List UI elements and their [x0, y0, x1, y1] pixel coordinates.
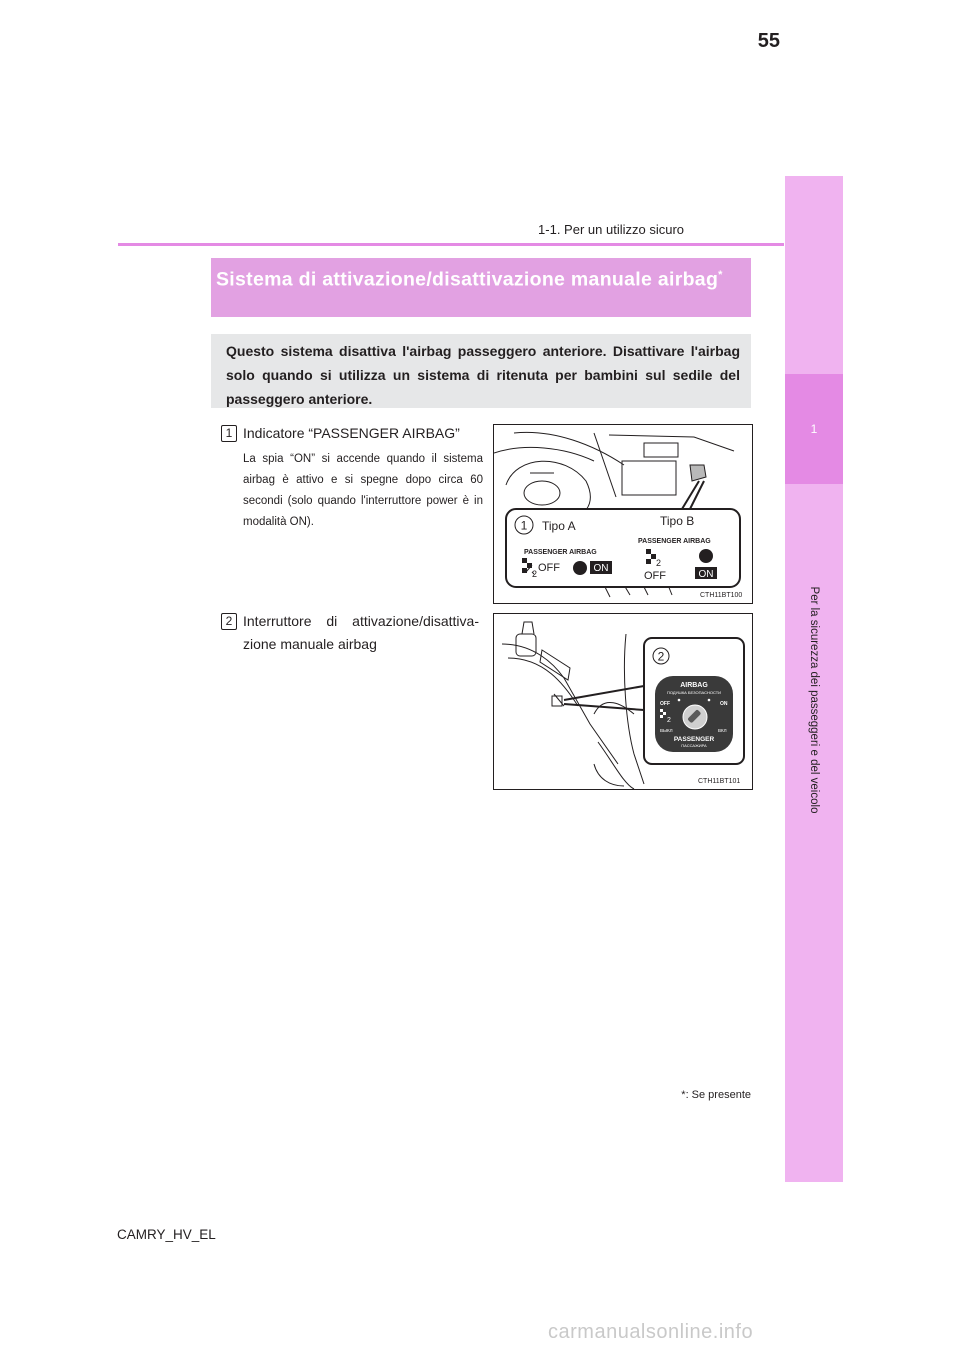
- switch-off-ru-label: ВЫКЛ: [660, 728, 673, 733]
- figure2-callout-number: 2: [657, 649, 665, 664]
- footer-model-code: CAMRY_HV_EL: [117, 1227, 216, 1242]
- switch-bottom-sublabel: ПАССАЖИРА: [681, 743, 707, 748]
- chapter-title-area: [785, 480, 843, 920]
- switch-icon-digit: 2: [667, 717, 671, 724]
- switch-top-label: AIRBAG: [680, 682, 708, 689]
- footnote: [600, 1089, 751, 1101]
- type-a-icon-digit: 2: [532, 569, 538, 579]
- item-number-badge: 2: [221, 613, 237, 630]
- intro-text: Questo sistema disattiva l'airbag passeggero anteriore. Disattivare l'airbag solo quando si utilizza un sistema di ritenuta per bambini sul sedile del passeggero anteriore.: [226, 343, 740, 407]
- type-a-indicator-label: PASSENGER AIRBAG: [524, 549, 597, 556]
- figure-passenger-airbag-indicator: [493, 424, 753, 604]
- section-title: 1-1. Per un utilizzo sicuro: [538, 222, 684, 237]
- chapter-title: Per la sicurezza dei passeggeri e del veicolo: [808, 586, 820, 814]
- type-b-off-label: OFF: [644, 570, 666, 582]
- type-b-on-label: ON: [698, 569, 714, 580]
- figure2-code: CTH11BT101: [698, 778, 741, 785]
- watermark: carmanualsonline.info: [548, 1321, 754, 1343]
- page-number: 55: [757, 30, 780, 52]
- type-b-icon-digit: 2: [656, 558, 662, 568]
- item-title: Interruttore di attivazione/disattiva- zione manuale airbag: [243, 613, 479, 652]
- header-rule: [118, 243, 784, 246]
- switch-on-label: ON: [720, 701, 728, 707]
- figure-airbag-manual-switch: [493, 613, 753, 790]
- switch-on-ru-label: ВКЛ: [718, 728, 727, 733]
- chapter-number-tab: [785, 374, 843, 484]
- title-footnote-mark: *: [718, 269, 723, 281]
- item-number-badge: 1: [221, 425, 237, 442]
- item-title: Indicatore “PASSENGER AIRBAG”: [243, 425, 460, 441]
- footnote-text: : Se presente: [685, 1089, 751, 1101]
- type-b-label: Tipo B: [660, 514, 695, 528]
- type-a-on-label: ON: [593, 563, 609, 574]
- switch-off-label: OFF: [660, 701, 670, 707]
- figure1-callout-number: 1: [520, 518, 528, 533]
- airbag-on-icon: [699, 549, 713, 563]
- chapter-number: 1: [810, 422, 818, 436]
- page-title-text: Sistema di attivazione/disattivazione manuale airbag: [216, 268, 719, 291]
- type-b-indicator-label: PASSENGER AIRBAG: [638, 538, 711, 545]
- type-a-label: Tipo A: [542, 519, 576, 533]
- item-description: La spia “ON” si accende quando il sistema airbag è attivo e si spegne dopo circa 60 secondi (solo quando l'interruttore power è in modalità ON).: [243, 453, 483, 528]
- airbag-on-icon: [573, 561, 587, 575]
- page-title: [216, 262, 746, 294]
- footnote-mark: *: [681, 1089, 686, 1101]
- type-a-off-label: OFF: [538, 562, 560, 574]
- dashboard-illustration: [494, 425, 752, 603]
- switch-bottom-label: PASSENGER: [673, 736, 715, 743]
- switch-top-sublabel: ПОДУШКА БЕЗОПАСНОСТИ: [666, 690, 722, 695]
- figure1-code: CTH11BT100: [700, 592, 743, 599]
- console-illustration: [494, 614, 752, 789]
